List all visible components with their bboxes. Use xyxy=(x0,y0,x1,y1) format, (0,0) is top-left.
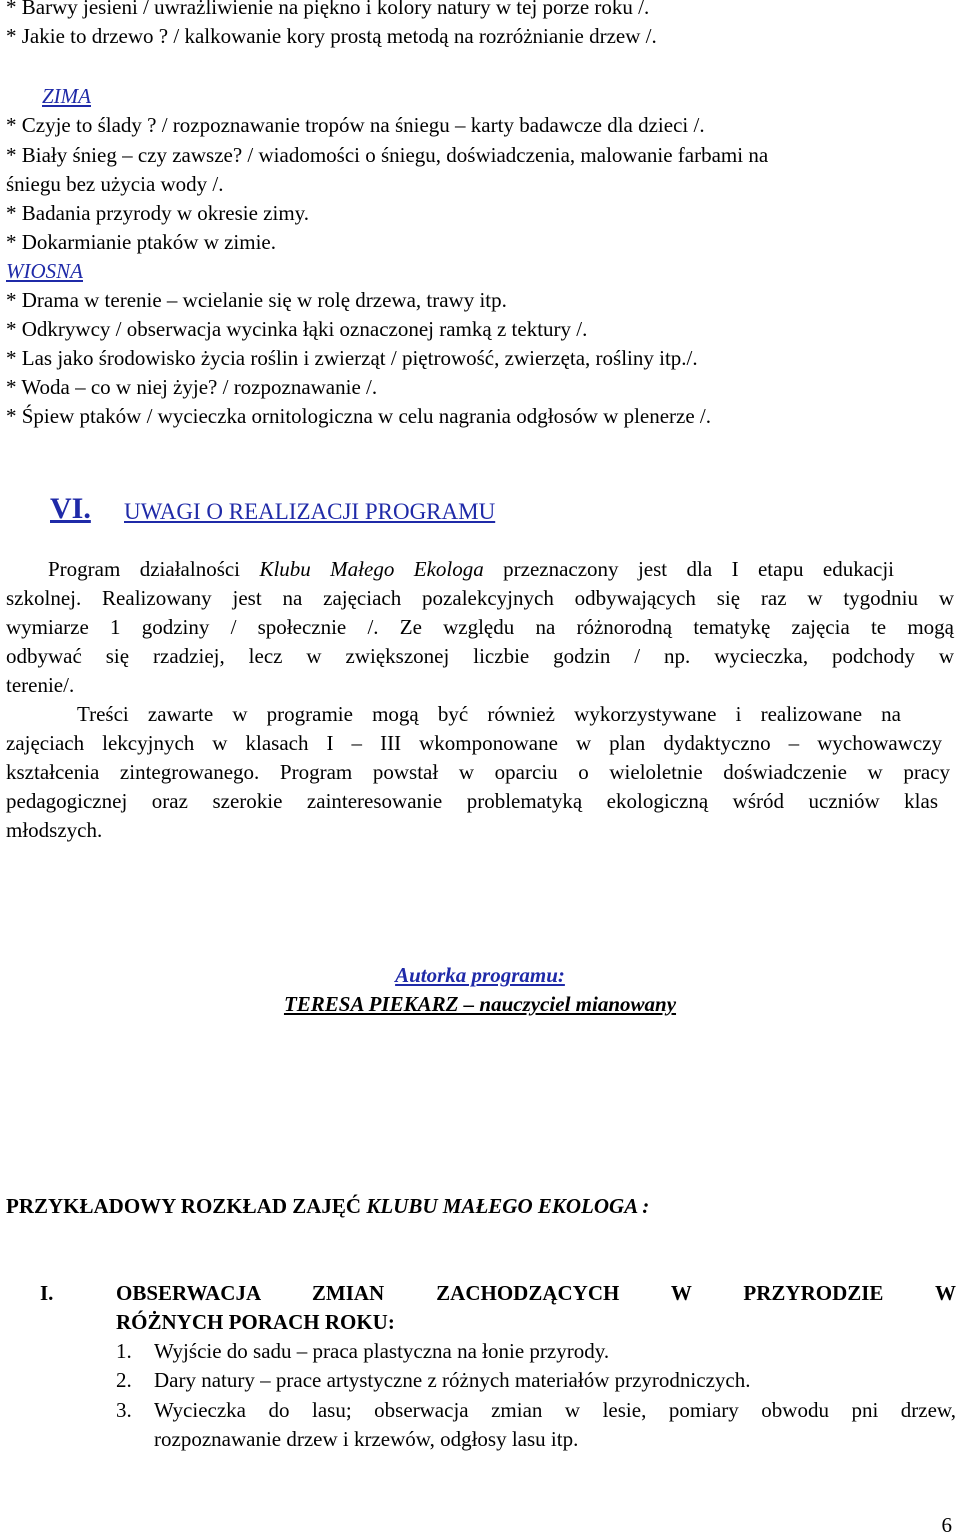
wiosna-line-2: * Odkrywcy / obserwacja wycinka łąki oznaczonej ramką z tektury /. xyxy=(6,317,588,341)
list-item-2-number: 2. xyxy=(116,1368,132,1392)
wiosna-line-5: * Śpiew ptaków / wycieczka ornitologiczna w celu nagrania odgłosów w plenerze /. xyxy=(6,404,712,428)
schedule-section-number: I. xyxy=(40,1281,54,1305)
zima-line-3: śniegu bez użycia wody /. xyxy=(6,172,224,196)
wiosna-line-4: * Woda – co w niej żyje? / rozpoznawanie /. xyxy=(6,375,378,399)
schedule-title: PRZYKŁADOWY ROZKŁAD ZAJĘĆ KLUBU MAŁEGO EKOLOGA : xyxy=(6,1194,650,1218)
p1-line-1: Program działalności Klubu Małego Ekologa przeznaczony jest dla I etapu edukacji xyxy=(48,557,894,581)
p2-line-4: pedagogicznej oraz szerokie zainteresowanie problematyką ekologiczną wśród uczniów klas xyxy=(6,789,938,813)
p1-line-4: odbywać się rzadziej, lecz w zwiększonej liczbie godzin / np. wycieczka, podchody w xyxy=(6,644,954,668)
author-name: TERESA PIEKARZ – nauczyciel mianowany xyxy=(283,992,677,1016)
p1-line-3: wymiarze 1 godziny / społecznie /. Ze względu na różnorodną tematykę zajęcia te mogą xyxy=(6,615,954,639)
heading-wiosna: WIOSNA xyxy=(6,259,83,283)
p2-line-2: zajęciach lekcyjnych w klasach I – III wkomponowane w plan dydaktyczno – wychowawczy xyxy=(6,731,942,755)
zima-line-5: * Dokarmianie ptaków w zimie. xyxy=(6,230,277,254)
author-label: Autorka programu: xyxy=(395,963,565,987)
list-item-3-number: 3. xyxy=(116,1398,132,1422)
heading-zima: ZIMA xyxy=(42,84,91,108)
list-item-3-text-line-2: rozpoznawanie drzew i krzewów, odgłosy lasu itp. xyxy=(154,1427,579,1451)
intro-line-2: * Jakie to drzewo ? / kalkowanie kory prostą metodą na rozróżnianie drzew /. xyxy=(6,24,657,48)
p1-line-2: szkolnej. Realizowany jest na zajęciach pozalekcyjnych odbywających się raz w tygodniu w xyxy=(6,586,954,610)
intro-line-1: * Barwy jesieni / uwrażliwienie na piękno i kolory natury w tej porze roku /. xyxy=(6,0,650,19)
list-item-1-number: 1. xyxy=(116,1339,132,1363)
zima-line-4: * Badania przyrody w okresie zimy. xyxy=(6,201,310,225)
schedule-section-title-line-2: RÓŻNYCH PORACH ROKU: xyxy=(116,1310,395,1334)
p2-line-3: kształcenia zintegrowanego. Program powstał w oparciu o wieloletnie doświadczenie w pracy xyxy=(6,760,950,784)
zima-line-1: * Czyje to ślady ? / rozpoznawanie tropów na śniegu – karty badawcze dla dzieci /. xyxy=(6,113,705,137)
p2-line-5: młodszych. xyxy=(6,818,103,842)
zima-line-2: * Biały śnieg – czy zawsze? / wiadomości o śniegu, doświadczenia, malowanie farbami na xyxy=(6,143,769,167)
p2-line-1: Treści zawarte w programie mogą być również wykorzystywane i realizowane na xyxy=(77,702,901,726)
section-vi-title: UWAGI O REALIZACJI PROGRAMU xyxy=(124,499,496,524)
wiosna-line-3: * Las jako środowisko życia roślin i zwierząt / piętrowość, zwierzęta, rośliny itp./. xyxy=(6,346,698,370)
page-number: 6 xyxy=(941,1513,952,1537)
schedule-section-title-line-1: OBSERWACJA ZMIAN ZACHODZĄCYCH W PRZYRODZIE W xyxy=(116,1281,956,1305)
list-item-2-text: Dary natury – prace artystyczne z różnych materiałów przyrodniczych. xyxy=(154,1368,751,1392)
list-item-1-text: Wyjście do sadu – praca plastyczna na łonie przyrody. xyxy=(154,1339,610,1363)
list-item-3-text-line-1: Wycieczka do lasu; obserwacja zmian w lesie, pomiary obwodu pni drzew, xyxy=(154,1398,956,1422)
section-vi-number: VI. xyxy=(50,492,91,525)
wiosna-line-1: * Drama w terenie – wcielanie się w rolę drzewa, trawy itp. xyxy=(6,288,507,312)
p1-line-5: terenie/. xyxy=(6,673,75,697)
